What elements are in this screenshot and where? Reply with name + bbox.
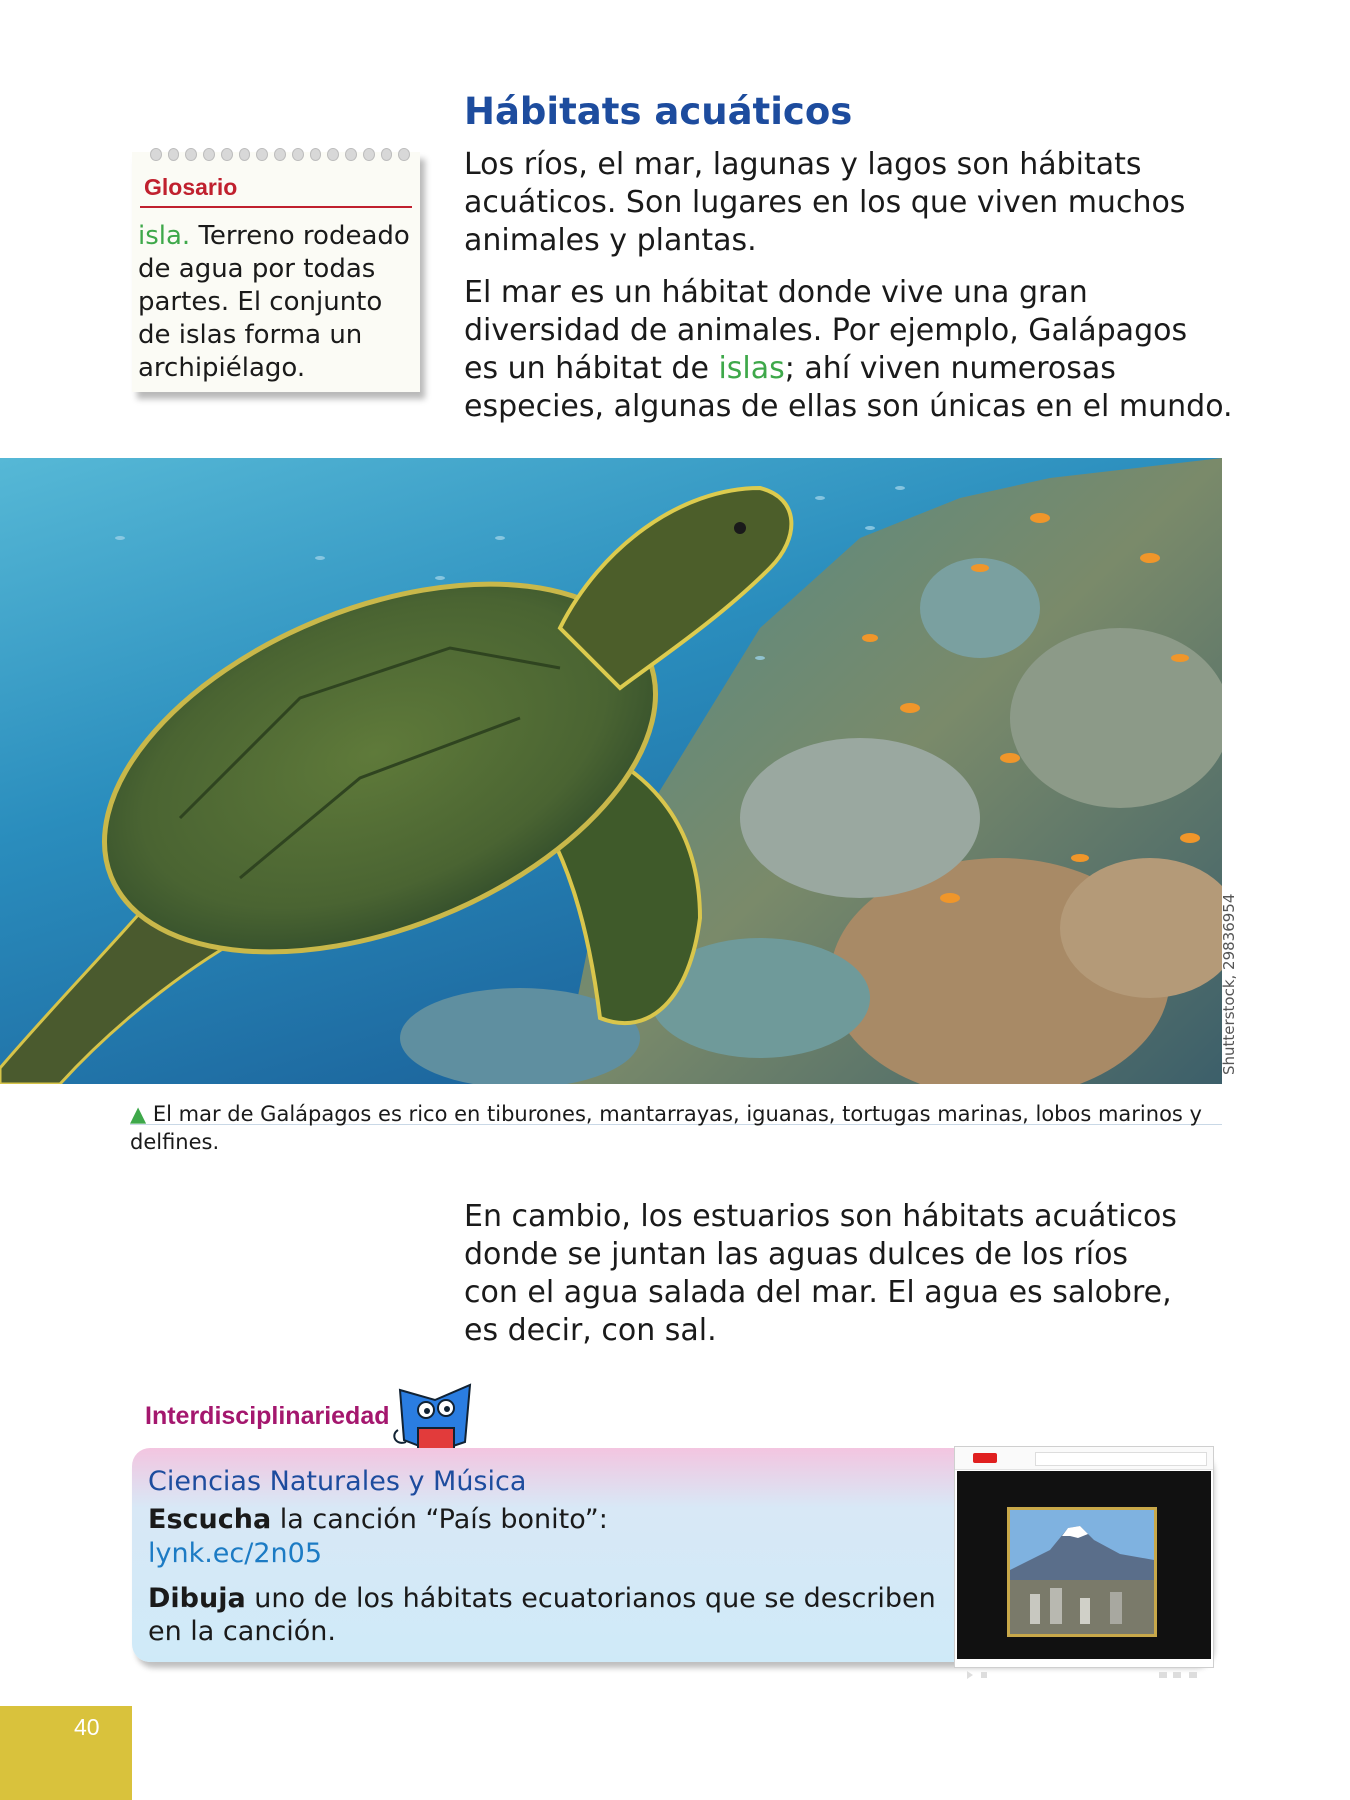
video-logo-icon — [973, 1453, 997, 1463]
video-thumbnail[interactable] — [954, 1446, 1214, 1668]
text-line: donde se juntan las aguas dulces de los ríos — [464, 1237, 1129, 1272]
page-number-bar — [0, 1706, 132, 1800]
listen-verb: Escucha — [148, 1504, 272, 1535]
page-number: 40 — [74, 1714, 100, 1740]
draw-text: uno de los hábitats ecuatorianos que se describen en la canción. — [148, 1583, 936, 1647]
subject-title: Ciencias Naturales y Música — [148, 1466, 527, 1497]
text-line: animales y plantas. — [464, 223, 757, 258]
video-controls[interactable] — [959, 1667, 1209, 1683]
song-link[interactable]: lynk.ec/2n05 — [148, 1538, 323, 1569]
video-search-field — [1035, 1452, 1207, 1466]
text-line: es decir, con sal. — [464, 1313, 717, 1348]
text-line — [464, 350, 1244, 388]
triangle-icon: ▲ — [130, 1102, 147, 1126]
video-player[interactable] — [957, 1471, 1211, 1659]
text-line: especies, algunas de ellas son únicas en el mundo. — [464, 389, 1233, 424]
glossary-term: isla. — [138, 221, 191, 251]
caption-text: El mar de Galápagos es rico en tiburones, mantarrayas, iguanas, tortugas marinas, lobos marinos y delfines. — [130, 1102, 1202, 1154]
listen-text: la canción “País bonito”: — [271, 1504, 608, 1535]
text-line: El mar es un hábitat donde vive una gran — [464, 275, 1088, 310]
draw-instruction — [148, 1582, 948, 1648]
sea-turtle-photo — [0, 458, 1222, 1084]
text-line: con el agua salada del mar. El agua es salobre, — [464, 1275, 1172, 1310]
paragraph-intro — [464, 146, 1244, 260]
text-line: Los ríos, el mar, lagunas y lagos son hábitats — [464, 147, 1142, 182]
glossary-title: Glosario — [144, 174, 238, 200]
glossary-divider — [140, 206, 412, 208]
photo-credit: Shutterstock, 29836954 — [1220, 893, 1238, 1075]
photo-caption — [130, 1100, 1230, 1156]
interdisciplinary-label: Interdisciplinariedad — [145, 1402, 390, 1430]
notebook-rings — [150, 148, 410, 160]
paragraph-sea — [464, 274, 1244, 426]
text-span: ; ahí viven numerosas — [784, 351, 1116, 386]
text-line: diversidad de animales. Por ejemplo, Galápagos — [464, 313, 1188, 348]
glossary-highlight-islas: islas — [718, 351, 785, 386]
glossary-box — [132, 152, 420, 392]
section-heading: Hábitats acuáticos — [464, 90, 853, 133]
text-line: En cambio, los estuarios son hábitats acuáticos — [464, 1199, 1177, 1234]
draw-verb: Dibuja — [148, 1583, 246, 1614]
listen-instruction — [148, 1504, 608, 1535]
paragraph-estuaries — [464, 1198, 1244, 1350]
glossary-definition-text: Terreno rodeado de agua por todas partes. El conjunto de islas forma un archipiélago. — [138, 221, 410, 383]
volcano-city-image — [1007, 1507, 1157, 1637]
text-span: es un hábitat de — [464, 351, 719, 386]
video-header-bar — [955, 1447, 1213, 1470]
glossary-definition — [138, 220, 414, 385]
text-line: acuáticos. Son lugares en los que viven muchos — [464, 185, 1186, 220]
